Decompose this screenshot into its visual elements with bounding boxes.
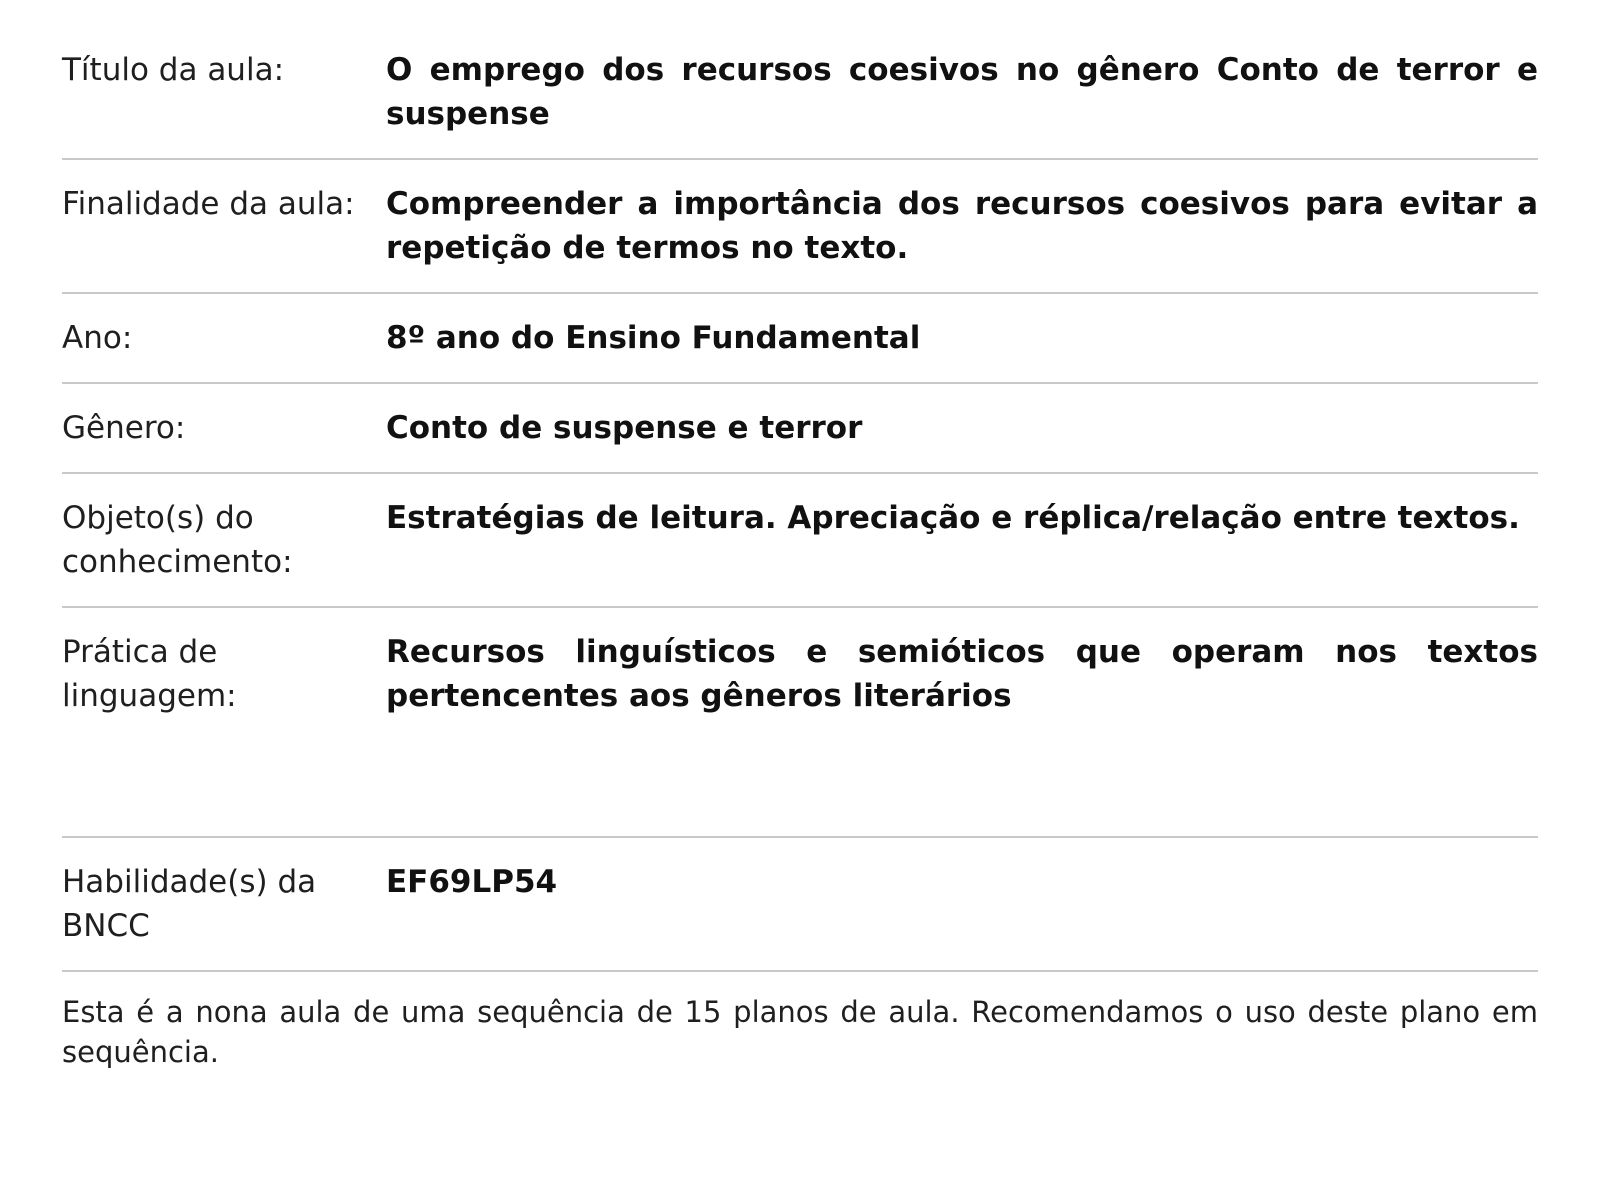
- table-footnote-row: [62, 971, 1538, 1098]
- row-label-genero: Gênero:: [62, 383, 386, 473]
- footnote-text: Esta é a nona aula de uma sequência de 15 planos de aula. Recomendamos o uso deste plano em sequência.: [62, 971, 1538, 1098]
- row-label-titulo: Título da aula:: [62, 52, 285, 88]
- table-row: [62, 159, 1538, 293]
- lesson-plan-table-body: [62, 30, 1538, 1098]
- row-value-pratica-linguagem: Recursos linguísticos e semióticos que operam nos textos pertencentes aos gêneros literários: [386, 607, 1538, 740]
- table-row: [62, 473, 1538, 607]
- row-value-titulo: O emprego dos recursos coesivos no gênero Conto de terror e suspense: [386, 52, 1538, 133]
- table-spacer: [62, 740, 1538, 837]
- row-label-finalidade: Finalidade da aula:: [62, 159, 386, 293]
- row-label-habilidades-bncc: Habilidade(s) da BNCC: [62, 837, 386, 971]
- lesson-plan-table: [62, 30, 1538, 1098]
- table-spacer-cell-left: [62, 740, 386, 837]
- row-label-ano: Ano:: [62, 293, 386, 383]
- table-row: [62, 293, 1538, 383]
- table-row: [62, 30, 1538, 159]
- table-row: [62, 607, 1538, 740]
- row-label-objeto-conhecimento: Objeto(s) do conhecimento:: [62, 473, 386, 607]
- row-value-objeto-conhecimento: Estratégias de leitura. Apreciação e réplica/relação entre textos.: [386, 473, 1538, 607]
- row-value-finalidade: Compreender a importância dos recursos coesivos para evitar a repetição de termos no texto.: [386, 159, 1538, 293]
- table-row: [62, 383, 1538, 473]
- row-value-habilidades-bncc: EF69LP54: [386, 837, 1538, 971]
- row-value-ano: 8º ano do Ensino Fundamental: [386, 293, 1538, 383]
- row-value-genero: Conto de suspense e terror: [386, 383, 1538, 473]
- table-row: [62, 837, 1538, 971]
- table-spacer-cell-right: [386, 740, 1538, 837]
- row-label-pratica-linguagem: Prática de linguagem:: [62, 607, 386, 740]
